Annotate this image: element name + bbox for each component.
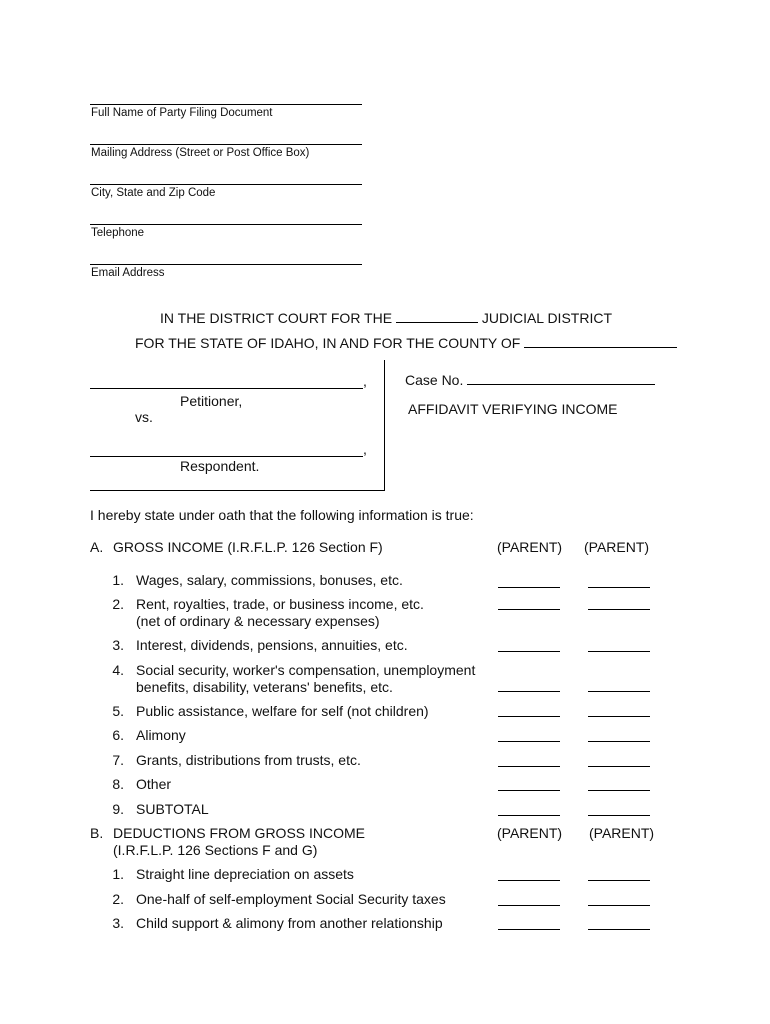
depreciation-parent1-field[interactable] — [498, 880, 560, 881]
self-employment-parent1-field[interactable] — [498, 905, 560, 906]
item-number: 8. — [112, 776, 124, 792]
petitioner-label: Petitioner, — [180, 393, 243, 409]
item-self-employment-tax: One-half of self-employment Social Security taxes — [136, 891, 446, 907]
case-number-label: Case No. — [405, 372, 464, 388]
judicial-district-blank[interactable] — [396, 310, 478, 323]
section-b-title: DEDUCTIONS FROM GROSS INCOME — [113, 825, 366, 841]
rent-parent2-field[interactable] — [588, 609, 650, 610]
item-social-security-cont: benefits, disability, veterans' benefits, etc. — [136, 679, 393, 695]
county-blank[interactable] — [524, 335, 677, 348]
county-heading: FOR THE STATE OF IDAHO, IN AND FOR THE COUNTY OF — [135, 335, 521, 351]
child-support-parent2-field[interactable] — [588, 929, 650, 930]
item-number: 1. — [112, 866, 124, 882]
rent-parent1-field[interactable] — [498, 609, 560, 610]
item-number: 2. — [112, 596, 124, 612]
court-heading-line2 — [135, 335, 677, 351]
court-heading-line1 — [160, 310, 612, 326]
telephone-label: Telephone — [91, 227, 145, 239]
petitioner-comma: , — [363, 373, 367, 389]
full-name-label: Full Name of Party Filing Document — [91, 107, 273, 119]
other-parent1-field[interactable] — [498, 790, 560, 791]
telephone-line[interactable] — [90, 224, 362, 225]
other-parent2-field[interactable] — [588, 790, 650, 791]
subtotal-parent1-field[interactable] — [498, 815, 560, 816]
alimony-parent2-field[interactable] — [588, 741, 650, 742]
grants-parent1-field[interactable] — [498, 766, 560, 767]
item-subtotal: SUBTOTAL — [136, 801, 209, 817]
item-number: 6. — [112, 727, 124, 743]
social-security-parent2-field[interactable] — [588, 691, 650, 692]
mailing-address-line[interactable] — [90, 144, 362, 145]
item-number: 5. — [112, 703, 124, 719]
item-depreciation: Straight line depreciation on assets — [136, 866, 354, 882]
wages-parent2-field[interactable] — [588, 587, 650, 588]
wages-parent1-field[interactable] — [498, 587, 560, 588]
item-alimony: Alimony — [136, 727, 186, 743]
petitioner-name-line[interactable] — [90, 388, 363, 389]
case-number-blank[interactable] — [467, 372, 655, 385]
item-number: 3. — [112, 915, 124, 931]
item-grants: Grants, distributions from trusts, etc. — [136, 752, 361, 768]
email-line[interactable] — [90, 264, 362, 265]
vs-label: vs. — [135, 409, 153, 425]
respondent-label: Respondent. — [180, 458, 260, 474]
social-security-parent1-field[interactable] — [498, 691, 560, 692]
item-number: 4. — [112, 662, 124, 678]
section-a-letter: A. — [90, 539, 104, 555]
section-b-parent-col2: (PARENT) — [589, 825, 655, 841]
subtotal-parent2-field[interactable] — [588, 815, 650, 816]
full-name-line[interactable] — [90, 104, 362, 105]
depreciation-parent2-field[interactable] — [588, 880, 650, 881]
section-b-subtitle: (I.R.F.L.P. 126 Sections F and G) — [113, 842, 318, 858]
grants-parent2-field[interactable] — [588, 766, 650, 767]
document-title: AFFIDAVIT VERIFYING INCOME — [408, 401, 618, 417]
item-public-assistance: Public assistance, welfare for self (not children) — [136, 703, 429, 719]
caption-divider — [384, 360, 385, 491]
section-a-parent-col1: (PARENT) — [497, 539, 563, 555]
item-social-security: Social security, worker's compensation, unemployment — [136, 662, 476, 678]
child-support-parent1-field[interactable] — [498, 929, 560, 930]
item-rent-royalties: Rent, royalties, trade, or business income, etc. — [136, 596, 424, 612]
item-number: 1. — [112, 572, 124, 588]
caption-bottom-rule — [90, 490, 385, 491]
section-a-title: GROSS INCOME (I.R.F.L.P. 126 Section F) — [113, 539, 383, 555]
item-interest-dividends: Interest, dividends, pensions, annuities, etc. — [136, 637, 408, 653]
alimony-parent1-field[interactable] — [498, 741, 560, 742]
item-wages: Wages, salary, commissions, bonuses, etc. — [136, 572, 403, 588]
item-rent-royalties-note: (net of ordinary & necessary expenses) — [136, 613, 380, 629]
item-number: 9. — [112, 801, 124, 817]
item-number: 2. — [112, 891, 124, 907]
oath-statement: I hereby state under oath that the following information is true: — [90, 507, 474, 523]
court-heading-start: IN THE DISTRICT COURT FOR THE — [160, 310, 393, 326]
section-b-letter: B. — [90, 825, 104, 841]
item-number: 7. — [112, 752, 124, 768]
item-other: Other — [136, 776, 172, 792]
city-state-zip-line[interactable] — [90, 184, 362, 185]
respondent-name-line[interactable] — [90, 456, 363, 457]
email-label: Email Address — [91, 267, 165, 279]
respondent-comma: , — [363, 441, 367, 457]
case-number-row — [405, 372, 655, 388]
interest-parent1-field[interactable] — [498, 651, 560, 652]
self-employment-parent2-field[interactable] — [588, 905, 650, 906]
section-a-parent-col2: (PARENT) — [584, 539, 650, 555]
item-number: 3. — [112, 637, 124, 653]
section-b-parent-col1: (PARENT) — [497, 825, 563, 841]
public-assistance-parent2-field[interactable] — [588, 716, 650, 717]
city-state-zip-label: City, State and Zip Code — [91, 187, 216, 199]
mailing-address-label: Mailing Address (Street or Post Office Box) — [91, 147, 310, 159]
court-heading-end: JUDICIAL DISTRICT — [481, 310, 612, 326]
public-assistance-parent1-field[interactable] — [498, 716, 560, 717]
interest-parent2-field[interactable] — [588, 651, 650, 652]
item-child-support-alimony: Child support & alimony from another relationship — [136, 915, 443, 931]
